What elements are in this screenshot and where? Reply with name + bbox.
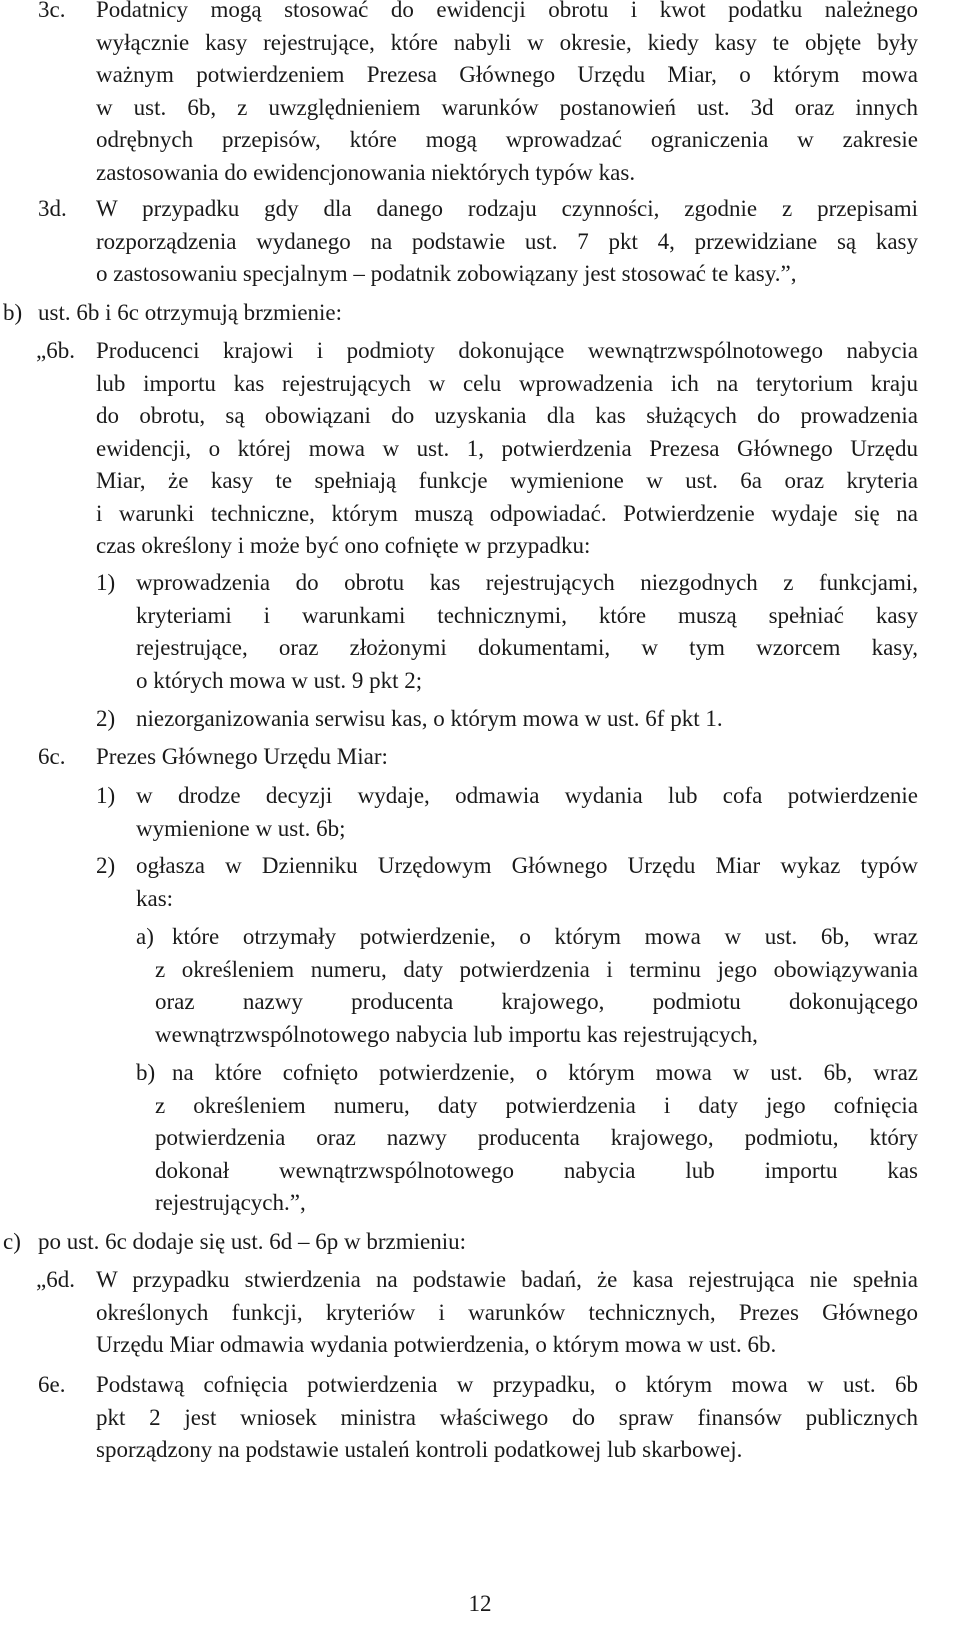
text-line: z określeniem numeru, daty potwierdzenia i daty jego cofnięcia [155,1092,918,1118]
text-line: wewnątrzwspólnotowego nabycia lub importu kas rejestrujących, [155,1021,758,1047]
text-line: w drodze decyzji wydaje, odmawia wydania lub cofa potwierdzenie [136,783,918,808]
text-line: ust. 6b i 6c otrzymują brzmienie: [38,300,343,325]
paragraph-text [38,297,918,330]
paragraph-text [96,335,918,563]
text-line: czas określony i może być ono cofnięte w przypadku: [96,533,591,558]
letter-label: b) [136,1060,156,1085]
text-line: z określeniem numeru, daty potwierdzenia i terminu jego obowiązywania [155,956,918,982]
text-line: po ust. 6c dodaje się ust. 6d – 6p w brzmieniu: [38,1229,466,1254]
text-line: sporządzony na podstawie ustaleń kontroli podatkowej lub skarbowej. [96,1437,743,1462]
point-label: 1) [96,783,116,808]
text-line: dokonał wewnątrzwspólnotowego nabycia lub importu kas [155,1157,918,1183]
text-line: do obrotu, są obowiązani do uzyskania dla kas służących do prowadzenia [96,403,918,428]
text-line: o zastosowaniu specjalnym – podatnik zobowiązany jest stosować te kasy.”, [96,261,797,286]
text-line: Miar, że kasy te spełniają funkcje wymienione w ust. 6a oraz kryteria [96,468,918,493]
paragraph-label: „6d. [36,1267,75,1292]
text-line: na które cofnięto potwierdzenie, o którym mowa w ust. 6b, wraz [172,1060,918,1085]
text-line: Producenci krajowi i podmioty dokonujące wewnątrzwspólnotowego nabycia [96,338,918,363]
text-line: Podstawą cofnięcia potwierdzenia w przypadku, o którym mowa w ust. 6b [96,1372,918,1397]
point-text [136,850,918,915]
text-line: W przypadku gdy dla danego rodzaju czynności, zgodnie z przepisami [96,196,918,221]
point-text [136,780,918,845]
text-line: lub importu kas rejestrujących w celu wprowadzenia ich na terytorium kraju [96,370,918,396]
paragraph-text [96,193,918,291]
text-line: kas: [136,885,174,911]
paragraph-text [96,1264,918,1362]
text-line: w ust. 6b, z uwzględnieniem warunków postanowień ust. 3d oraz innych [96,94,918,120]
point-label: 1) [96,570,116,595]
text-line: W przypadku stwierdzenia na podstawie badań, że kasa rejestrująca nie spełnia [96,1267,918,1292]
paragraph-label: 6e. [38,1372,66,1397]
text-line: potwierdzenia oraz nazwy producenta krajowego, podmiotu, który [155,1125,918,1150]
page-number: 12 [468,1591,492,1616]
point-text [136,567,918,697]
text-line: pkt 2 jest wniosek ministra właściwego do spraw finansów publicznych [96,1404,918,1430]
paragraph-label: 6c. [38,744,66,769]
paragraph-text [96,1369,918,1467]
text-line: Prezes Głównego Urzędu Miar: [96,744,388,769]
text-line: rejestrujących.”, [155,1190,306,1215]
point-text [136,703,918,736]
paragraph-text [96,0,918,189]
text-line: rozporządzenia wydanego na podstawie ust. 7 pkt 4, przewidziane są kasy [96,228,918,254]
text-line: ogłasza w Dzienniku Urzędowym Głównego Urzędu Miar wykaz typów [136,853,918,878]
text-line: zastosowania do ewidencjonowania niektórych typów kas. [96,159,636,185]
text-line: określonych funkcji, kryteriów i warunków technicznych, Prezes Głównego [96,1299,918,1325]
text-line: Podatnicy mogą stosować do ewidencji obrotu i kwot podatku należnego [96,0,918,22]
paragraph-label: 3d. [38,196,67,221]
text-line: wyłącznie kasy rejestrujące, które nabyli w okresie, kiedy kasy te objęte były [96,29,918,55]
text-line: odrębnych przepisów, które mogą wprowadzać ograniczenia w zakresie [96,127,918,152]
text-line: wymienione w ust. 6b; [136,815,346,841]
point-label: 2) [96,853,116,878]
letter-label: a) [136,924,154,949]
text-line: ważnym potwierdzeniem Prezesa Głównego Urzędu Miar, o którym mowa [96,62,918,87]
paragraph-text [38,1226,918,1259]
text-line: rejestrujące, oraz złożonymi dokumentami, w tym wzorcem kasy, [136,635,918,660]
text-line: i warunki techniczne, którym muszą odpowiadać. Potwierdzenie wydaje się na [96,500,918,526]
text-line: wprowadzenia do obrotu kas rejestrujących niezgodnych z funkcjami, [136,570,918,595]
text-line: o których mowa w ust. 9 pkt 2; [136,667,423,693]
letter-text [155,921,918,1051]
text-line: ewidencji, o której mowa w ust. 1, potwierdzenia Prezesa Głównego Urzędu [96,435,918,461]
point-label: 2) [96,706,116,731]
text-line: niezorganizowania serwisu kas, o którym mowa w ust. 6f pkt 1. [136,706,723,731]
text-line: Urzędu Miar odmawia wydania potwierdzenia, o którym mowa w ust. 6b. [96,1332,777,1357]
text-line: kryteriami i warunkami technicznymi, które muszą spełniać kasy [136,602,918,628]
text-line: które otrzymały potwierdzenie, o którym mowa w ust. 6b, wraz [172,924,918,949]
text-line: oraz nazwy producenta krajowego, podmiotu dokonującego [155,989,918,1014]
letter-text [155,1057,918,1220]
paragraph-text [96,741,918,774]
paragraph-label: b) [3,300,23,325]
paragraph-label: 3c. [38,0,66,22]
paragraph-label: c) [3,1229,21,1254]
paragraph-label: „6b. [36,338,75,363]
